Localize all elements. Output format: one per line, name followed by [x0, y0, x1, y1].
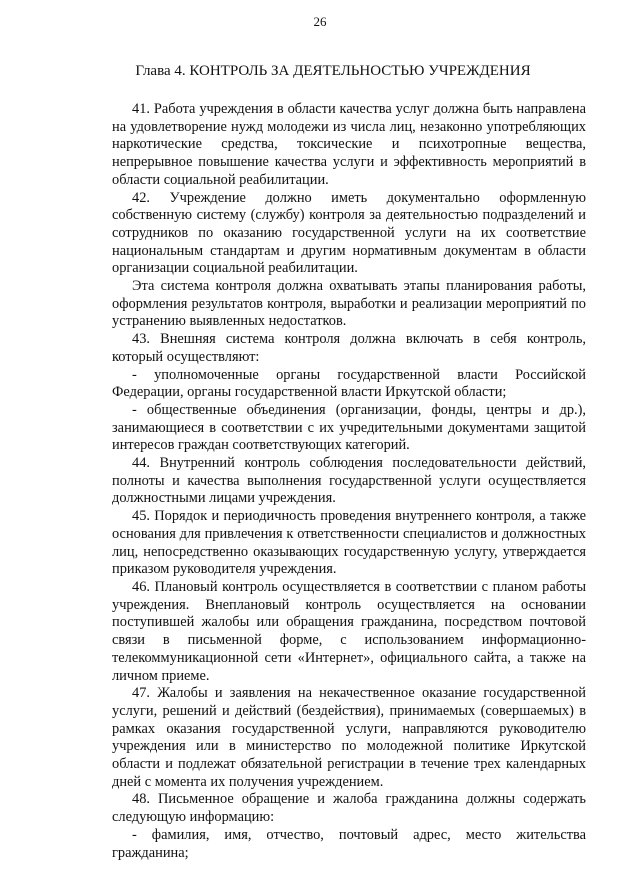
paragraph-47: 47. Жалобы и заявления на некачественное оказание государственной услуги, решений и действий (бездействия), принимаемых (совершаемых) в рамках оказания государственной услуги, направляются руководителю учреждения или в министерство по молодежной политике Иркутской области и подлежат обязательной регистрации в течение трех календарных дней с момента их получения учреждением. — [112, 685, 586, 790]
paragraph-43: 43. Внешняя система контроля должна включать в себя контроль, который осуществляют: — [112, 331, 586, 365]
document-body — [112, 101, 586, 862]
paragraph-48: 48. Письменное обращение и жалоба гражданина должны содержать следующую информацию: — [112, 791, 586, 826]
paragraph-45: 45. Порядок и периодичность проведения внутреннего контроля, а также основания для привлечения к ответственности специалистов и должностных лиц, непосредственно оказывающих государственную услугу, утверждается приказом руководителя учреждения. — [112, 508, 586, 578]
paragraph-44: 44. Внутренний контроль соблюдения последовательности действий, полноты и качества выполнения государственной услуги осуществляется должностными лицами учреждения. — [112, 455, 586, 507]
chapter-title: Глава 4. КОНТРОЛЬ ЗА ДЕЯТЕЛЬНОСТЬЮ УЧРЕЖДЕНИЯ — [135, 63, 531, 79]
paragraph-46: 46. Плановый контроль осуществляется в соответствии с планом работы учреждения. Внеплановый контроль осуществляется на основании поступившей жалобы или обращения гражданина, посредством почтовой связи в письменной форме, с использованием информационно-телекоммуникационной сети «Интернет», официального сайта, а также на личном приеме. — [112, 578, 586, 684]
paragraph-42-continuation: Эта система контроля должна охватывать этапы планирования работы, оформления результатов контроля, выработки и реализации мероприятий по устранению выявленных недостатков. — [112, 278, 586, 330]
list-item-government-bodies: - уполномоченные органы государственной власти Российской Федерации, органы государственной власти Иркутской области; — [112, 366, 586, 401]
page-number: 26 — [313, 14, 327, 29]
list-item-public-associations: - общественные объединения (организации, фонды, центры и др.), занимающиеся в соответствии с их учредительными документами защитой интересов граждан соответствующих категорий. — [112, 401, 586, 454]
list-item-citizen-details: - фамилия, имя, отчество, почтовый адрес, место жительства гражданина; — [112, 826, 586, 861]
paragraph-41: 41. Работа учреждения в области качества услуг должна быть направлена на удовлетворение нужд молодежи из числа лиц, незаконно употребляющих наркотические средства, токсические и психотропные вещества, непрерывное повышение качества услуги и эффективность мероприятий в области социальной реабилитации. — [112, 101, 586, 188]
paragraph-42: 42. Учреждение должно иметь документально оформленную собственную систему (службу) контроля за деятельностью подразделений и сотрудников по оказанию государственной услуги на их соответствие национальным стандартам и другим нормативным документам в области организации социальной реабилитации. — [112, 189, 586, 277]
